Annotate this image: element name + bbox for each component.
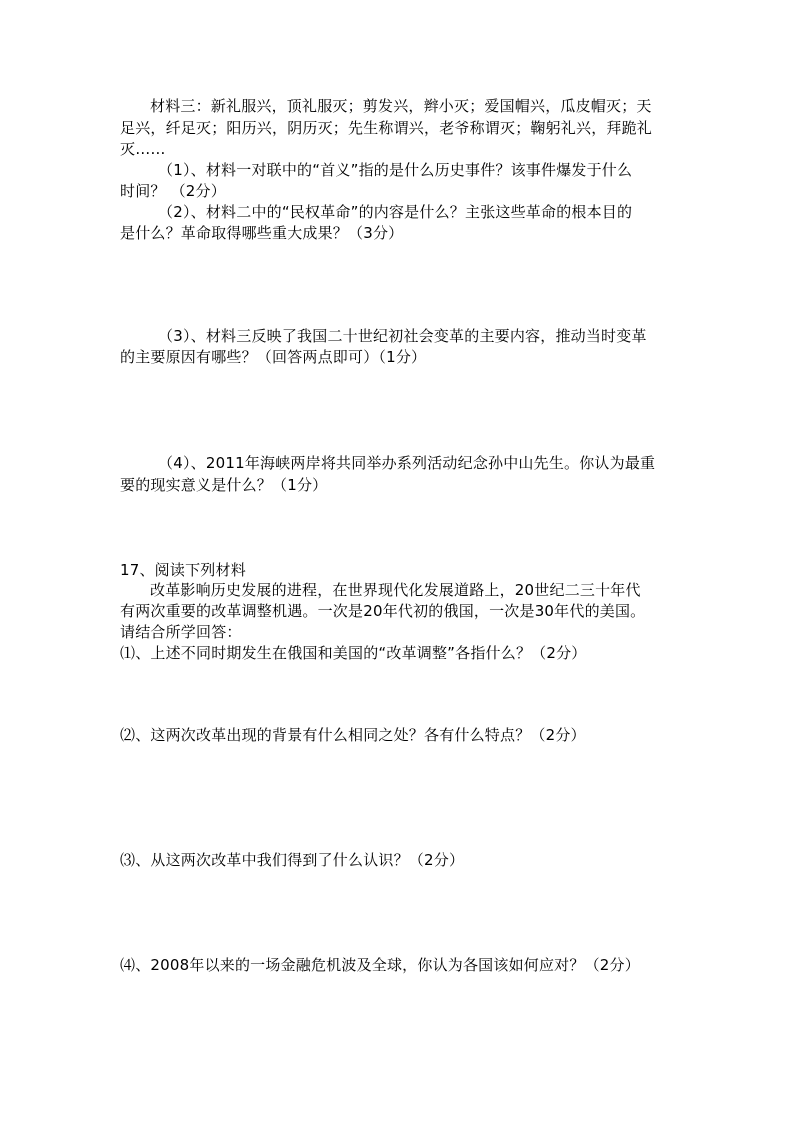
question-17-material-line-1: 改革影响历史发展的进程，在世界现代化发展道路上，20世纪二三十年代 [150,581,641,599]
question-16-3-line-1: （3）、材料三反映了我国二十世纪初社会变革的主要内容，推动当时变革 [158,327,647,345]
material-three-line-1: 材料三：新礼服兴，顶礼服灭；剪发兴，辫小灭；爱国帽兴，瓜皮帽灭；天 [150,97,652,115]
question-16-2-line-1: （2）、材料二中的“民权革命”的内容是什么？主张这些革命的根本目的 [158,203,633,221]
question-16-4-line-1: （4）、2011年海峡两岸将共同举办系列活动纪念孙中山先生。你认为最重 [158,454,656,472]
question-17-title: 17、阅读下列材料 [120,561,246,579]
question-17-material-line-2: 有两次重要的改革调整机遇。一次是20年代初的俄国，一次是30年代的美国。 [120,602,646,620]
question-16-4-line-2: 要的现实意义是什么？（1分） [120,476,328,494]
question-17-material-line-3: 请结合所学回答： [120,623,242,641]
question-16-2-line-2: 是什么？革命取得哪些重大成果？（3分） [120,224,404,242]
question-17-1: ⑴、上述不同时期发生在俄国和美国的“改革调整”各指什么？（2分） [120,644,587,662]
material-three-line-3: 灭…… [120,140,166,158]
question-17-4: ⑷、2008年以来的一场金融危机波及全球，你认为各国该如何应对？（2分） [120,956,640,974]
question-16-1-line-1: （1）、材料一对联中的“首义”指的是什么历史事件？该事件爆发于什么 [158,161,633,179]
question-16-3-line-2: 的主要原因有哪些？（回答两点即可）（1分） [120,348,427,366]
question-17-3: ⑶、从这两次改革中我们得到了什么认识？（2分） [120,851,465,869]
question-17-2: ⑵、这两次改革出现的背景有什么相同之处？各有什么特点？（2分） [120,726,586,744]
material-three-line-2: 足兴，纤足灭；阳历兴，阴历灭；先生称谓兴，老爷称谓灭；鞠躬礼兴，拜跪礼 [120,119,653,137]
question-16-1-line-2: 时间？ （2分） [120,182,226,200]
